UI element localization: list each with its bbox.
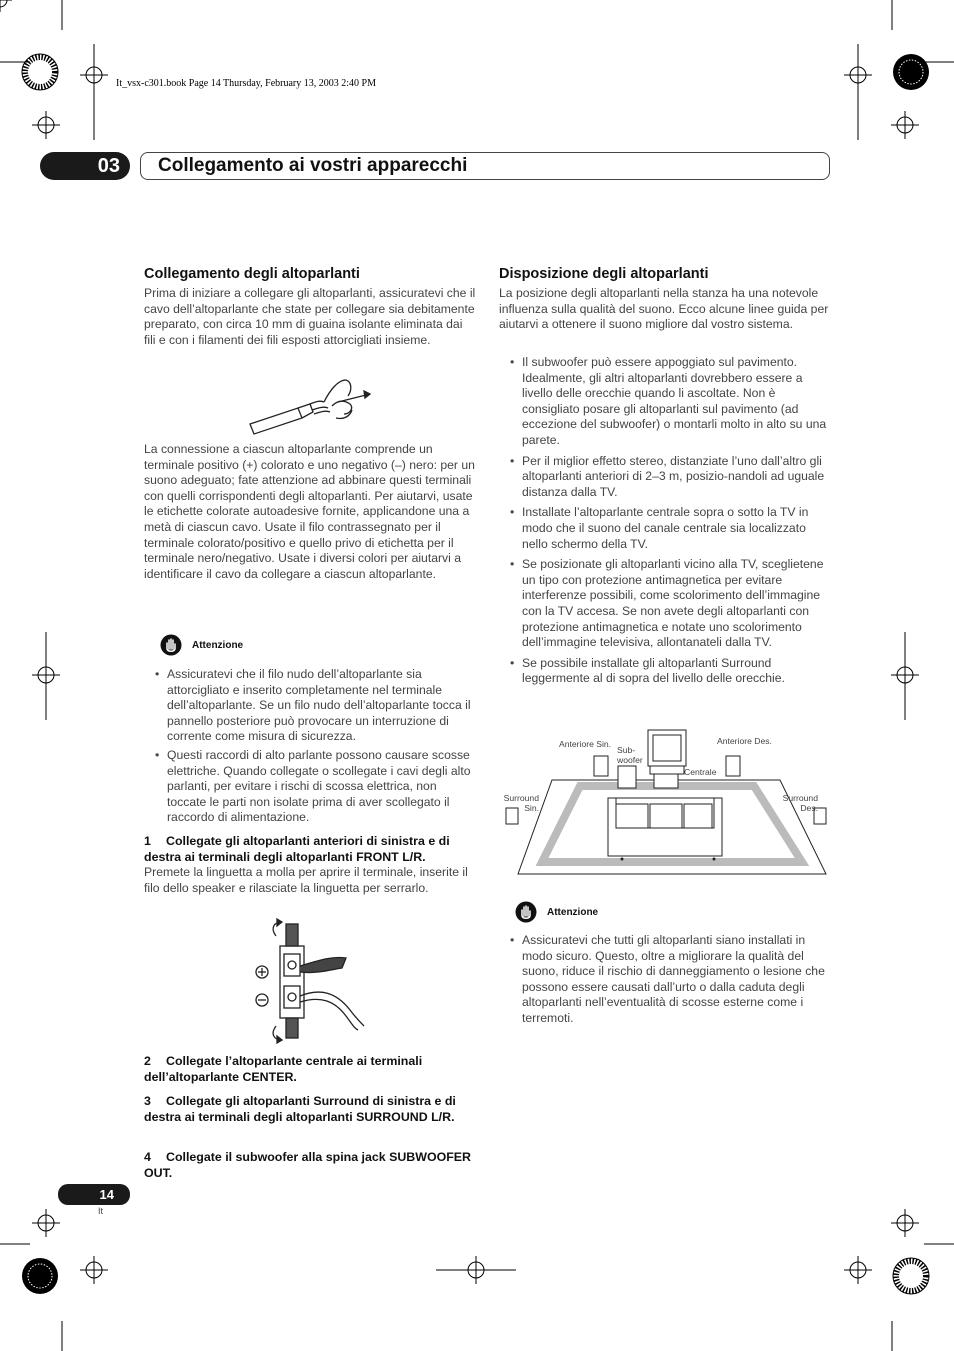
step-1 xyxy=(144,834,478,865)
list-item: • Se posizionate gli altoparlanti vicino alla TV, sceglietene un tipo con protezione antimagnetica per evitare interferenze possibili, come scolorimento dell’immagine con la TV accesa. Se non avete degli altoparlanti con protezione antimagnetica e notate uno scolorimento dell’immagine televisiva, allontanateli dalla TV. xyxy=(500,557,832,651)
warning-label-left: Attenzione xyxy=(192,639,244,651)
list-item: • Installate l’altoparlante centrale sopra o sotto la TV in modo che il suono del canale centrale sia localizzato nello schermo della TV. xyxy=(500,505,832,552)
spring-terminal-illustration xyxy=(250,918,370,1046)
list-item: • Se possibile installate gli altoparlanti Surround leggermente al di sopra del livello delle orecchie. xyxy=(500,656,832,687)
caution-hand-icon xyxy=(160,634,182,656)
label-front-left: Anteriore Sin. xyxy=(559,739,612,749)
terminal-polarity-paragraph: La connessione a ciascun altoparlante comprende un terminale positivo (+) colorato e uno negativo (–) nero: per un suono adeguato; fate attenzione ad abbinare questi terminali con quelli corrispondenti degli altoparlanti. Per aiutarvi, usate le etichette colorate autoadesive fornite, applicandone una a metà di ciascun cavo. Usate il filo contrassegnato per il terminale colorato/positivo e quello privo di etichetta per il terminale nero/negativo. Usate i diversi colori per aiutarvi a identificare il cavo da collegare a ciascun altoparlante. xyxy=(144,442,475,581)
placement-guidelines-list xyxy=(500,355,832,687)
page-language: It xyxy=(98,1206,104,1216)
label-surround-right: Surround Des. xyxy=(782,793,818,813)
speaker-placement-intro: La posizione degli altoparlanti nella stanza ha una notevole influenza sulla qualità del suono. Ecco alcune linee guida per aiutarvi a ottenere il suono migliore dal vostro sistema. xyxy=(499,286,829,332)
list-item: • Per il miglior effetto stereo, distanziate l’uno dall’altro gli altoparlanti anteriori di 2–3 m, posizio-nandoli ad uguale distanza dalla TV. xyxy=(500,454,832,501)
list-item: • Il subwoofer può essere appoggiato sul pavimento. Idealmente, gli altri altoparlanti dovrebbero essere a livello delle orecchie quando li ascoltate. Non è consigliato posare gli altoparlanti sul pavimento (ad eccezione del subwoofer) o montarli molto in alto su una parete. xyxy=(500,355,832,449)
page-number: 14 xyxy=(58,1184,130,1205)
speaker-connection-intro: Prima di iniziare a collegare gli altoparlanti, assicuratevi che il cavo dell’altoparlante che state per collegare sia debitamente preparato, con circa 10 mm di guaina isolante eliminata dai fili e con i filamenti dei fili esposti attorcigliati insieme. xyxy=(144,286,476,347)
step-title: Collegate il subwoofer alla spina jack SUBWOOFER OUT. xyxy=(144,1150,472,1180)
label-center: Centrale xyxy=(684,767,717,777)
speaker-connection-heading: Collegamento degli altoparlanti xyxy=(144,266,360,282)
list-item: • Assicuratevi che tutti gli altoparlanti siano installati in modo sicuro. Questo, oltre a migliorare la qualità del suono, riduce il rischio di danneggiamento o lesione che possono essere causati dall’urto o dalla caduta degli altoparlanti nell’eventualità di scosse esterne come i terremoti. xyxy=(500,933,832,1027)
step-3 xyxy=(144,1094,478,1125)
chapter-number-badge: 03 xyxy=(40,152,130,180)
step-title: Collegate gli altoparlanti anteriori di sinistra e di destra ai terminali degli altoparlanti FRONT L/R. xyxy=(144,834,450,864)
list-item: • Questi raccordi di alto parlante possono causare scosse elettriche. Quando collegate o scollegate i cavi degli alto parlanti, per evitare i rischi di scossa elettrica, non toccate le parti non isolate prima di aver scollegato il raccordo di alimentazione. xyxy=(145,748,477,826)
step-2 xyxy=(144,1054,478,1085)
speaker-placement-heading: Disposizione degli altoparlanti xyxy=(499,266,709,282)
step-number: 1 xyxy=(144,834,151,848)
step-1-text: Premete la linguetta a molla per aprire il terminale, inserite il filo dello speaker e rilasciate la linguetta per serrarlo. xyxy=(144,865,468,895)
warning-label-right: Attenzione xyxy=(547,906,599,918)
list-item: • Assicuratevi che il filo nudo dell’altoparlante sia attorcigliato e inserito completamente nel terminale dell’altoparlante. Se un filo nudo dell’altoparlante tocca il pannello posteriore può provocare un interruzione di corrente come misura di sicurezza. xyxy=(145,667,477,745)
step-number: 3 xyxy=(144,1094,151,1108)
label-surround-left: Surround Sin. xyxy=(503,793,539,813)
chapter-title: Collegamento ai vostri apparecchi xyxy=(158,155,468,176)
label-front-right: Anteriore Des. xyxy=(717,736,772,746)
warning-header-right xyxy=(515,901,598,923)
step-number: 4 xyxy=(144,1150,151,1164)
left-warning-list xyxy=(145,667,477,826)
step-number: 2 xyxy=(144,1054,151,1068)
step-title: Collegate l’altoparlante centrale ai terminali dell’altoparlante CENTER. xyxy=(144,1054,423,1084)
caution-hand-icon xyxy=(515,901,537,923)
step-title: Collegate gli altoparlanti Surround di sinistra e di destra ai terminali degli altoparlanti SURROUND L/R. xyxy=(144,1094,456,1124)
print-info: It_vsx-c301.book Page 14 Thursday, February 13, 2003 2:40 PM xyxy=(116,78,376,89)
wire-twist-illustration xyxy=(240,372,380,438)
right-warning-list xyxy=(500,933,832,1027)
label-subwoofer: Sub- woofer xyxy=(617,745,643,765)
warning-header-left xyxy=(160,634,243,656)
step-4 xyxy=(144,1150,478,1181)
